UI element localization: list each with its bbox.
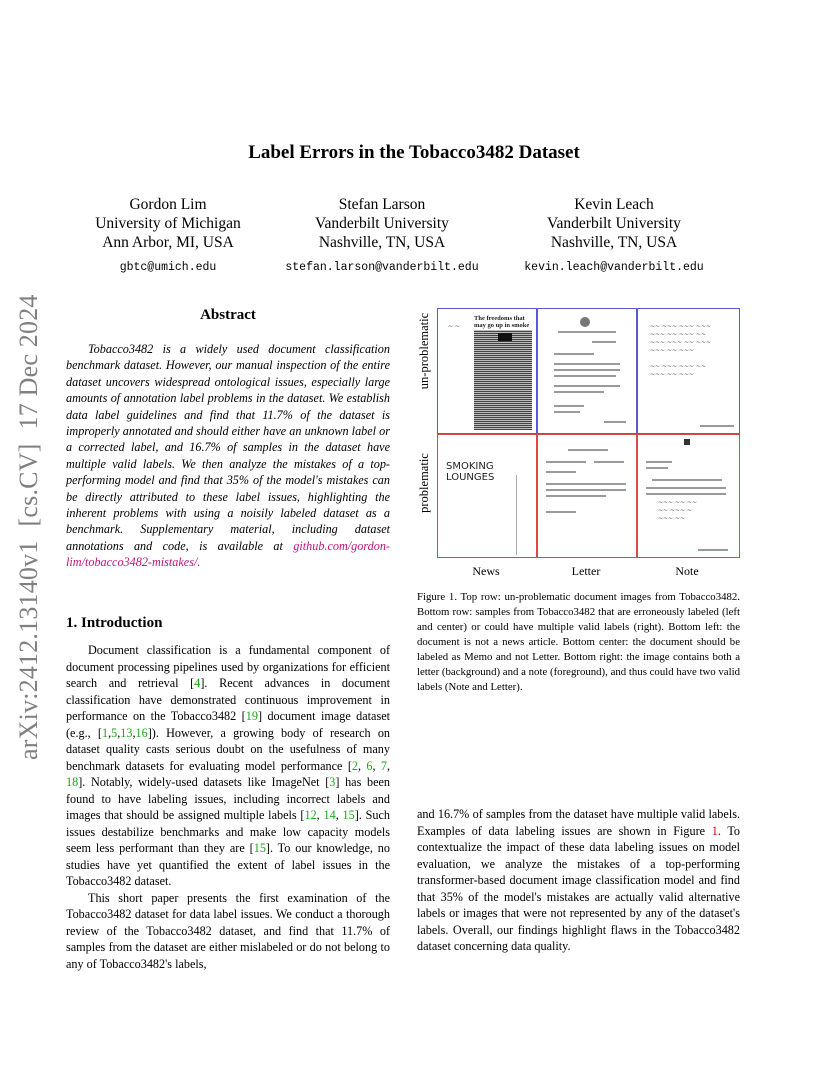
image-letter-ok <box>537 308 637 434</box>
text-line <box>546 511 576 513</box>
citation-link[interactable]: 16 <box>135 725 148 740</box>
citation-link[interactable]: 13 <box>120 725 133 740</box>
fold-line <box>516 475 517 555</box>
text-line <box>554 405 584 407</box>
author-block-1 <box>58 195 278 277</box>
newspaper-columns <box>474 330 532 430</box>
text-run: ]). However, a growing body of research on dataset quality casts serious doubt on the usefulness of many benchmark datasets for evaluating model performance [ <box>66 725 391 773</box>
image-news-problem <box>437 434 537 558</box>
intro-body <box>66 642 390 972</box>
text-run: Document classification is a fundamental component of document processing pipelines used by organizations for efficient search and retrieval [ <box>66 643 390 690</box>
citation-link[interactable]: 18 <box>66 775 79 789</box>
text-run: , <box>357 758 367 773</box>
text-line <box>554 375 616 377</box>
text-line <box>554 363 620 365</box>
image-letter-problem <box>537 434 637 558</box>
author-block-3 <box>504 195 724 277</box>
citation-link[interactable]: 12 <box>304 808 317 822</box>
citation-link[interactable]: 4 <box>194 676 201 690</box>
author-email[interactable]: kevin.leach@vanderbilt.edu <box>524 261 704 274</box>
scribble: ~ ~ <box>448 323 460 330</box>
text-line <box>646 487 726 489</box>
text-run: ]. To our knowledge, no studies have yet quantified the extent of label issues in the Tobacco3482 dataset. <box>66 841 390 888</box>
text-run: . To contextualize the impact of these data labeling issues on model evaluation, we analyze the mistakes of a top-performing transformer-based document image classification model and find that 35% of the model's mistakes are actually valid alternative labels or images that were not represented by any of the dataset's labels. Overall, our findings highlight flaws in the Tobacco3482 dataset concerning data quality. <box>417 823 741 953</box>
text-line <box>594 461 624 463</box>
citation-link[interactable]: 2 <box>351 758 358 773</box>
col-label-note: Note <box>675 564 699 578</box>
author-email[interactable]: stefan.larson@vanderbilt.edu <box>285 261 479 274</box>
paper-title: Label Errors in the Tobacco3482 Dataset <box>248 142 580 163</box>
author-name: Gordon Lim <box>129 196 207 213</box>
arxiv-stamp <box>14 294 44 760</box>
citation-link[interactable]: 7 <box>380 758 387 773</box>
text-line <box>554 385 620 387</box>
letterhead-seal <box>580 317 590 327</box>
supplementary-link[interactable]: github.com/gordon-lim/tobacco3482-mistakes/. <box>66 538 390 570</box>
author-location: Ann Arbor, MI, USA <box>102 234 234 251</box>
image-news-ok <box>437 308 537 434</box>
newspaper-photo <box>498 333 512 341</box>
text-run: , <box>386 758 391 773</box>
text-line <box>568 449 608 451</box>
text-line <box>554 353 594 355</box>
intro-paragraph-2: This short paper presents the first examination of the Tobacco3482 dataset for data label issues. We conduct a thorough review of the Tobacco3482 dataset, and find that 11.7% of samples from the dataset are either mislabeled or do not belong to any of Tobacco3482's labels, <box>66 890 390 971</box>
text-run: ] document image dataset (e.g., [ <box>66 709 391 740</box>
text-line <box>646 461 672 463</box>
text-line <box>546 495 606 497</box>
citation-link[interactable]: 15 <box>253 841 266 855</box>
citation-link[interactable]: 19 <box>245 709 258 723</box>
text-run: , <box>335 808 343 822</box>
author-email[interactable]: gbtc@umich.edu <box>119 261 217 274</box>
row-label-problematic: problematic <box>417 453 431 513</box>
author-location: Nashville, TN, USA <box>318 234 446 251</box>
citation-link[interactable]: 15 <box>342 808 355 822</box>
text-run: ]. Recent advances in document classification have demonstrated continuous improvement in performance on the Tobacco3482 [ <box>66 676 390 723</box>
author-affiliation: University of Michigan <box>95 215 241 232</box>
author-name: Stefan Larson <box>338 196 426 213</box>
text-run: ]. Such issues destabilize benchmarks and make low capacity models seem less performant than they are [ <box>66 808 390 855</box>
citation-link[interactable]: 14 <box>323 808 336 822</box>
text-line <box>652 479 722 481</box>
text-line <box>546 471 576 473</box>
abstract-heading: Abstract <box>200 307 256 323</box>
abstract-text: Tobacco3482 is a widely used document classification benchmark dataset. However, our manual inspection of the entire dataset uncovers widespread ontological issues, especially large amounts of annotation label problems in the dataset. We establish data label guidelines and find that 11.7% of the dataset is improperly annotated and should either have an unknown label or a corrected label, and 16.7% of samples in the dataset have multiple valid labels. We then analyze the mistakes of a top-performing model and find that 35% of the model's mistakes can be directly attributed to these label issues, highlighting the inherent problems with using a noisily labeled dataset as a benchmark. Supplementary material, including dataset annotations and code, is available at <box>66 342 390 553</box>
text-line <box>546 461 586 463</box>
letterhead-logo <box>684 439 690 445</box>
handwritten-note: ~~~ ~~ ~~ ~~ ~~~ ~ ~~~ ~~ <box>658 499 698 522</box>
text-line <box>646 467 668 469</box>
text-line <box>646 493 726 495</box>
intro-heading: 1. Introduction <box>66 615 163 631</box>
text-run: ] has been found to have labeling issues, including incorrect labels and images that should be assigned multiple labels [ <box>66 775 390 822</box>
arxiv-date: 17 Dec 2024 <box>14 294 43 430</box>
image-note-ok <box>637 308 740 434</box>
text-run: , <box>117 725 121 740</box>
text-line <box>554 391 604 393</box>
citation-link[interactable]: 5 <box>111 725 118 740</box>
handwriting: ~~ ~~~ ~~~ ~~~ ~~~ ~~ ~~~ ~~ ~~~ ~~~ ~~ ~~~ ~~~ ~~ ~~~ ~~ ~~~ ~~~ ~~ ~~~ ~~ ~~~ <box>650 323 712 378</box>
row-label-unproblematic: un-problematic <box>417 312 431 390</box>
text-line <box>546 483 626 485</box>
author-location: Nashville, TN, USA <box>550 234 678 251</box>
citation-link[interactable]: 3 <box>329 775 336 789</box>
text-run: , <box>316 808 324 822</box>
arxiv-category: [cs.CV] <box>14 443 43 527</box>
text-run: , <box>108 725 112 740</box>
figure-caption: Figure 1. Top row: un-problematic document images from Tobacco3482. Bottom row: samples from Tobacco3482 that are erroneously labeled (left and center) or could have multiple valid labels (right). Bottom left: the document is not a news article. Bottom center: the document should be labeled as Memo and not Letter. Bottom right: the image contains both a letter (background) and a note (foreground), and thus could have two valid labels (Note and Letter). <box>417 591 740 693</box>
text-run: ]. Notably, widely-used datasets like ImageNet [ <box>78 775 330 789</box>
text-line <box>554 411 580 413</box>
text-line <box>592 341 616 343</box>
figure-1 <box>417 305 740 578</box>
citation-link[interactable]: 1 <box>102 725 109 740</box>
col-label-news: News <box>472 564 500 578</box>
abstract-body <box>66 341 390 571</box>
text-run: and 16.7% of samples from the dataset have multiple valid labels. Examples of data labeling issues are shown in Figure <box>417 807 740 838</box>
intro-paragraph-1 <box>66 642 390 890</box>
newspaper-headline: The freedoms that may go up in smoke <box>474 315 530 329</box>
author-name: Kevin Leach <box>574 196 654 213</box>
citation-link[interactable]: 6 <box>366 758 373 773</box>
figure-ref-link[interactable]: 1 <box>711 823 718 838</box>
arxiv-id: arXiv:2412.13140v1 <box>14 540 43 760</box>
text-run: , <box>132 725 136 740</box>
author-affiliation: Vanderbilt University <box>315 215 449 232</box>
text-line <box>700 425 734 427</box>
text-line <box>604 421 626 423</box>
col-label-letter: Letter <box>571 564 601 578</box>
text-run: , <box>372 758 381 773</box>
author-affiliation: Vanderbilt University <box>547 215 681 232</box>
right-column-paragraph <box>417 806 740 955</box>
text-line <box>554 369 620 371</box>
text-line <box>558 331 616 333</box>
text-line <box>546 489 626 491</box>
author-block-2 <box>272 195 492 277</box>
handwritten-label: SMOKING LOUNGES <box>446 461 495 483</box>
image-note-problem <box>637 434 740 558</box>
text-line <box>698 549 728 551</box>
